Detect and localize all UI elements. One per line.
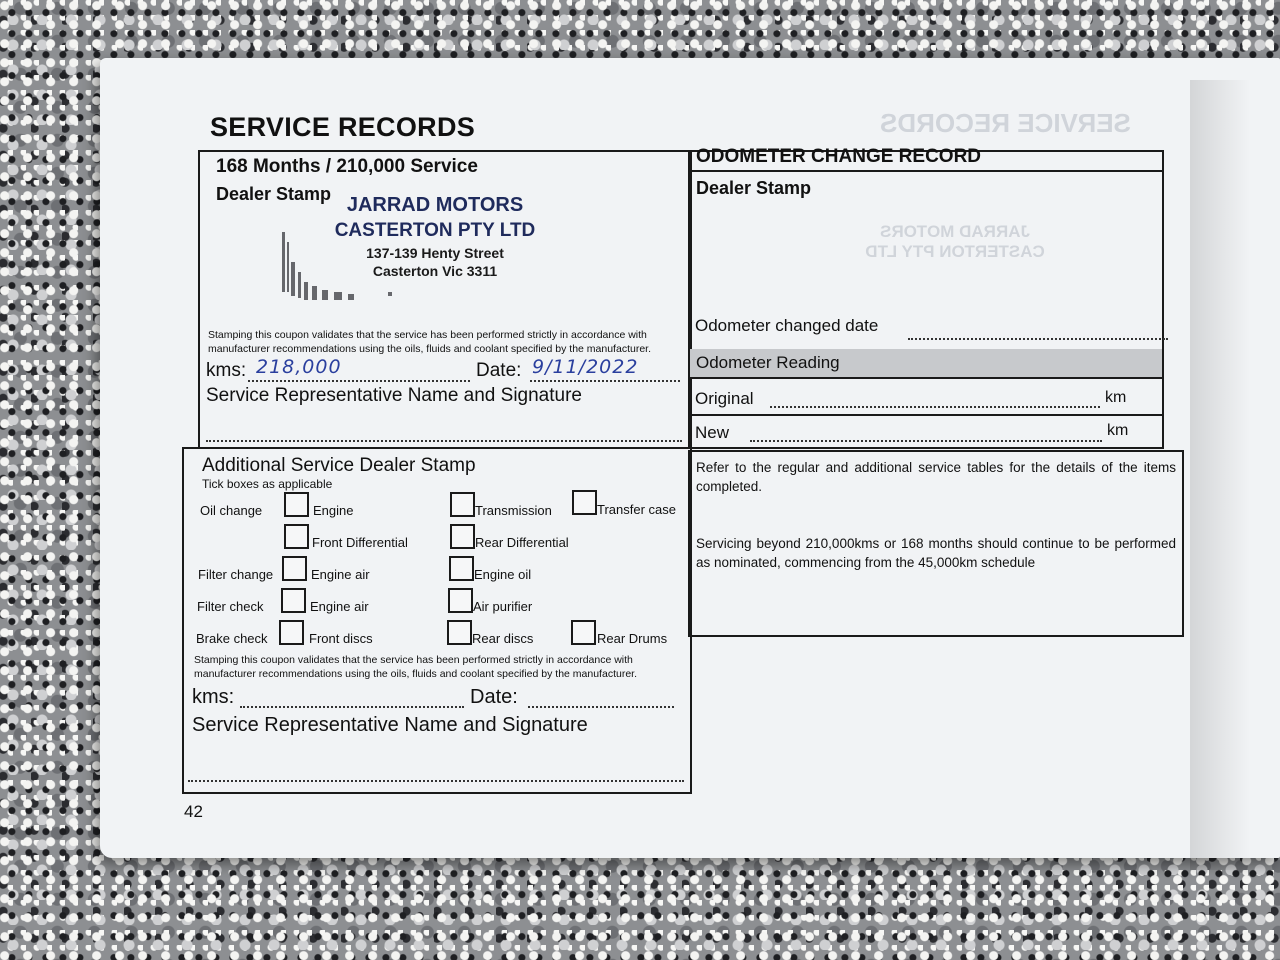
kms-label: kms: bbox=[206, 360, 247, 381]
filter-change-label: Filter change bbox=[198, 567, 274, 582]
checkbox-filter-change-engine-air[interactable] bbox=[282, 556, 307, 581]
signature-label: Service Representative Name and Signature bbox=[206, 385, 582, 406]
stamp-line-1: JARRAD MOTORS bbox=[346, 194, 524, 216]
checkbox-transmission[interactable] bbox=[450, 492, 475, 517]
date-line bbox=[530, 380, 680, 382]
additional-signature-line bbox=[188, 780, 684, 782]
odometer-changed-date-line bbox=[908, 338, 1168, 340]
checkbox-rear-differential[interactable] bbox=[450, 524, 475, 549]
rear-drums-label: Rear Drums bbox=[597, 631, 668, 646]
additional-heading: Additional Service Dealer Stamp bbox=[202, 455, 476, 476]
page-fold-shadow bbox=[1190, 80, 1250, 870]
additional-signature-label: Service Representative Name and Signature bbox=[192, 714, 588, 736]
kms-handwritten: 218,000 bbox=[256, 356, 342, 378]
stamp-line-2: CASTERTON PTY LTD bbox=[334, 220, 536, 241]
odometer-changed-date-label: Odometer changed date bbox=[695, 316, 879, 335]
brake-check-label: Brake check bbox=[196, 631, 268, 646]
odometer-new-unit: km bbox=[1107, 422, 1129, 439]
odometer-new-line bbox=[750, 440, 1102, 442]
odometer-heading: ODOMETER CHANGE RECORD bbox=[696, 146, 982, 167]
notes-paragraph-2: Servicing beyond 210,000kms or 168 months should continue to be performed as nominated, commencing from the 45,000km schedule bbox=[696, 536, 1176, 570]
transfer-case-label: Transfer case bbox=[597, 502, 676, 517]
odometer-original-line bbox=[770, 406, 1100, 408]
page-title: SERVICE RECORDS bbox=[210, 112, 476, 142]
kms-line bbox=[248, 380, 470, 382]
date-label: Date: bbox=[476, 360, 522, 381]
additional-service-box bbox=[182, 447, 692, 794]
checkbox-air-purifier[interactable] bbox=[448, 588, 473, 613]
filter-check-engine-air-label: Engine air bbox=[310, 599, 369, 614]
checkbox-front-differential[interactable] bbox=[284, 524, 309, 549]
transmission-label: Transmission bbox=[475, 503, 552, 518]
checkbox-rear-discs[interactable] bbox=[447, 620, 472, 645]
checkbox-engine[interactable] bbox=[284, 492, 309, 517]
additional-kms-line bbox=[240, 706, 464, 708]
additional-kms-label: kms: bbox=[192, 686, 235, 708]
checkbox-transfer-case[interactable] bbox=[572, 490, 597, 515]
checkbox-filter-check-engine-air[interactable] bbox=[281, 588, 306, 613]
odometer-original-label: Original bbox=[695, 389, 754, 408]
odometer-reading-label: Odometer Reading bbox=[696, 353, 840, 372]
odometer-rule-1 bbox=[690, 377, 1162, 379]
engine-label: Engine bbox=[313, 503, 354, 518]
rear-differential-label: Rear Differential bbox=[475, 535, 569, 550]
signature-line bbox=[206, 440, 682, 442]
page-number: 42 bbox=[184, 802, 203, 821]
front-discs-label: Front discs bbox=[309, 631, 373, 646]
odometer-heading-rule bbox=[688, 170, 1162, 172]
additional-date-line bbox=[528, 706, 674, 708]
checkbox-rear-drums[interactable] bbox=[571, 620, 596, 645]
additional-disclaimer: Stamping this coupon validates that the service has been performed strictly in accordance with manufacturer recommendations using the oils, fluids and coolant specified by the manufacturer. bbox=[194, 654, 637, 680]
filter-change-engine-air-label: Engine air bbox=[311, 567, 370, 582]
service-heading: 168 Months / 210,000 Service bbox=[216, 156, 478, 177]
rear-discs-label: Rear discs bbox=[472, 631, 534, 646]
date-handwritten: 9/11/2022 bbox=[532, 356, 639, 378]
showthrough-stamp: JARRAD MOTORS CASTERTON PTY LTD bbox=[865, 222, 1045, 261]
odometer-original-unit: km bbox=[1105, 389, 1127, 406]
odometer-new-label: New bbox=[695, 423, 730, 442]
front-differential-label: Front Differential bbox=[312, 535, 408, 550]
stamp-line-4: Casterton Vic 3311 bbox=[372, 263, 498, 279]
dealer-stamp-label: Dealer Stamp bbox=[216, 184, 332, 204]
showthrough-title: SERVICE RECORDS bbox=[880, 108, 1131, 138]
notes-paragraph-1: Refer to the regular and additional service tables for the details of the items completed. bbox=[696, 460, 1176, 494]
air-purifier-label: Air purifier bbox=[473, 599, 533, 614]
additional-date-label: Date: bbox=[470, 686, 518, 708]
oil-change-label: Oil change bbox=[200, 503, 263, 518]
stamp-line-3: 137-139 Henty Street bbox=[366, 245, 504, 261]
tick-instruction: Tick boxes as applicable bbox=[202, 477, 333, 491]
odometer-dealer-stamp-label: Dealer Stamp bbox=[696, 178, 812, 198]
checkbox-front-discs[interactable] bbox=[279, 620, 304, 645]
service-disclaimer: Stamping this coupon validates that the service has been performed strictly in accordance with manufacturer recommendations using the oils, fluids and coolant specified by the manufacturer. bbox=[208, 329, 651, 355]
stamp-smudge bbox=[278, 222, 408, 306]
engine-oil-label: Engine oil bbox=[474, 567, 532, 582]
checkbox-engine-oil[interactable] bbox=[449, 556, 474, 581]
filter-check-label: Filter check bbox=[197, 599, 264, 614]
odometer-rule-2 bbox=[690, 414, 1162, 416]
